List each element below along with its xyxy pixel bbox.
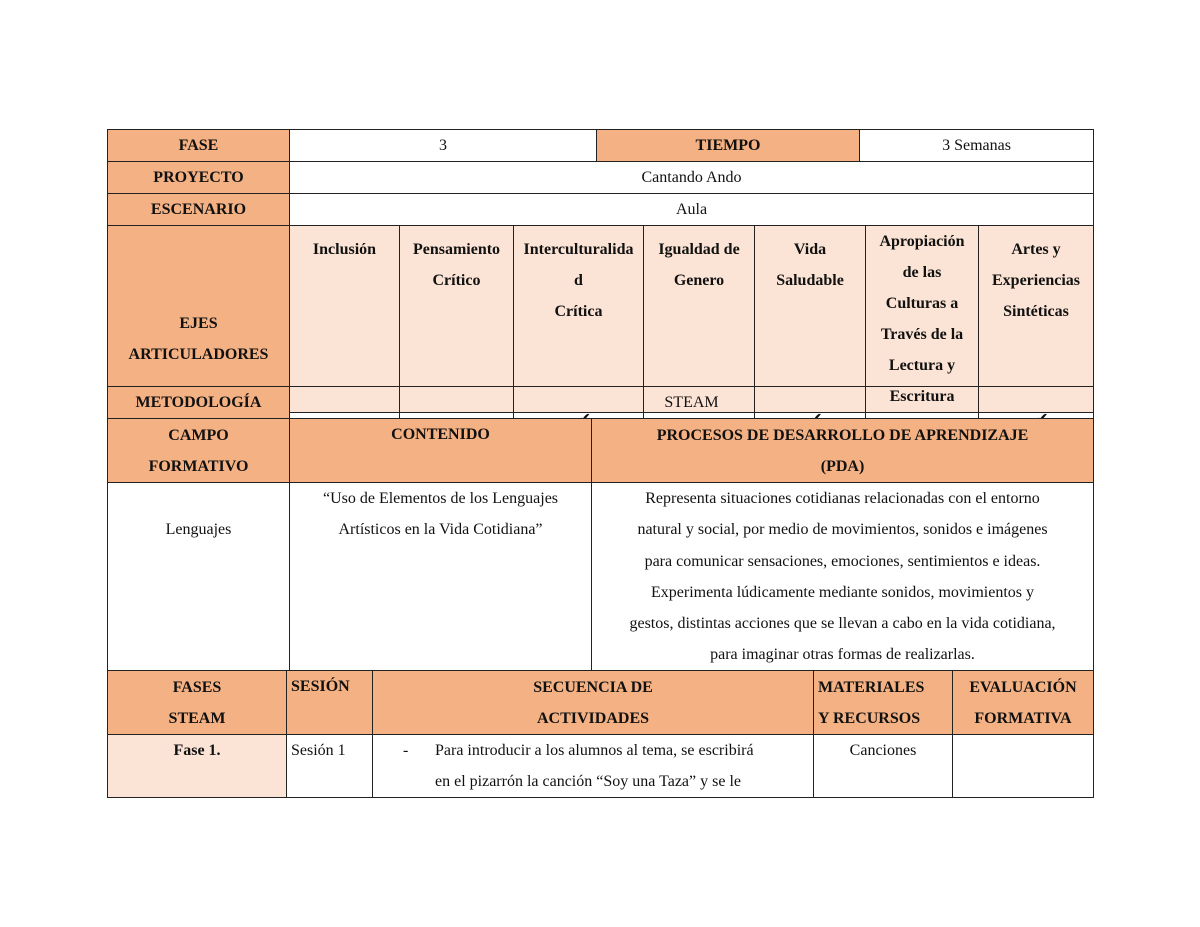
materiales-cell: Canciones bbox=[814, 735, 953, 798]
secuencia-cell: - Para introducir a los alumnos al tema, se escribirá en el pizarrón la canción “Soy una Taza” y se le bbox=[373, 735, 814, 798]
evaluacion-cell bbox=[953, 735, 1094, 798]
sesion-label: SESIÓN bbox=[287, 671, 373, 735]
metodologia-label: METODOLOGÍA bbox=[108, 387, 290, 419]
ejes-label-line1: EJES bbox=[179, 314, 218, 332]
escenario-label: ESCENARIO bbox=[108, 194, 290, 226]
eje-apropiacion-culturas: Apropiación de las Culturas a Través de la Lectura y Escritura bbox=[866, 226, 979, 413]
eje-artes-experiencias: Artes y Experiencias Sintéticas bbox=[979, 226, 1094, 413]
eje-vida-saludable: Vida Saludable bbox=[755, 226, 866, 413]
campo-table bbox=[107, 386, 1094, 672]
fase-cell: Fase 1. bbox=[108, 735, 287, 798]
fase-label: FASE bbox=[108, 130, 290, 162]
pda-value: Representa situaciones cotidianas relacionadas con el entorno natural y social, por medio de movimientos, sonidos e imágenes para comunicar sensaciones, emociones, sentimientos e ideas. Experimenta lúdicamente mediante sonidos, movimientos y gestos, distintas acciones que se llevan a cabo en la vida cotidiana, para imaginar otras formas de realizarlas. bbox=[592, 483, 1094, 672]
escenario-value: Aula bbox=[290, 194, 1094, 226]
campo-formativo-value: Lenguajes bbox=[108, 483, 290, 672]
eje-interculturalidad-critica: Interculturalida d Crítica bbox=[514, 226, 644, 413]
contenido-value: “Uso de Elementos de los Lenguajes Artísticos en la Vida Cotidiana” bbox=[290, 483, 592, 672]
metodologia-value: STEAM bbox=[290, 387, 1094, 419]
eje-pensamiento-critico: Pensamiento Crítico bbox=[400, 226, 514, 413]
tiempo-value: 3 Semanas bbox=[860, 130, 1094, 162]
header-table bbox=[107, 129, 1094, 226]
fases-steam-label: FASES STEAM bbox=[108, 671, 287, 735]
campo-formativo-label: CAMPO FORMATIVO bbox=[108, 419, 290, 483]
evaluacion-label: EVALUACIÓN FORMATIVA bbox=[953, 671, 1094, 735]
eje-inclusion: Inclusión bbox=[290, 226, 400, 413]
table-row bbox=[108, 735, 1094, 798]
eje-igualdad-de-genero: Igualdad de Genero bbox=[644, 226, 755, 413]
sesion-cell: Sesión 1 bbox=[287, 735, 373, 798]
secuencia-label: SECUENCIA DE ACTIVIDADES bbox=[373, 671, 814, 735]
proyecto-label: PROYECTO bbox=[108, 162, 290, 194]
proyecto-value: Cantando Ando bbox=[290, 162, 1094, 194]
list-dash: - bbox=[403, 742, 409, 759]
steam-table bbox=[107, 670, 1094, 798]
tiempo-label: TIEMPO bbox=[597, 130, 860, 162]
contenido-label: CONTENIDO bbox=[290, 419, 592, 483]
materiales-label: MATERIALES Y RECURSOS bbox=[814, 671, 953, 735]
ejes-label-line2: ARTICULADORES bbox=[128, 345, 269, 363]
fase-value: 3 bbox=[290, 130, 597, 162]
pda-label: PROCESOS DE DESARROLLO DE APRENDIZAJE (PDA) bbox=[592, 419, 1094, 483]
